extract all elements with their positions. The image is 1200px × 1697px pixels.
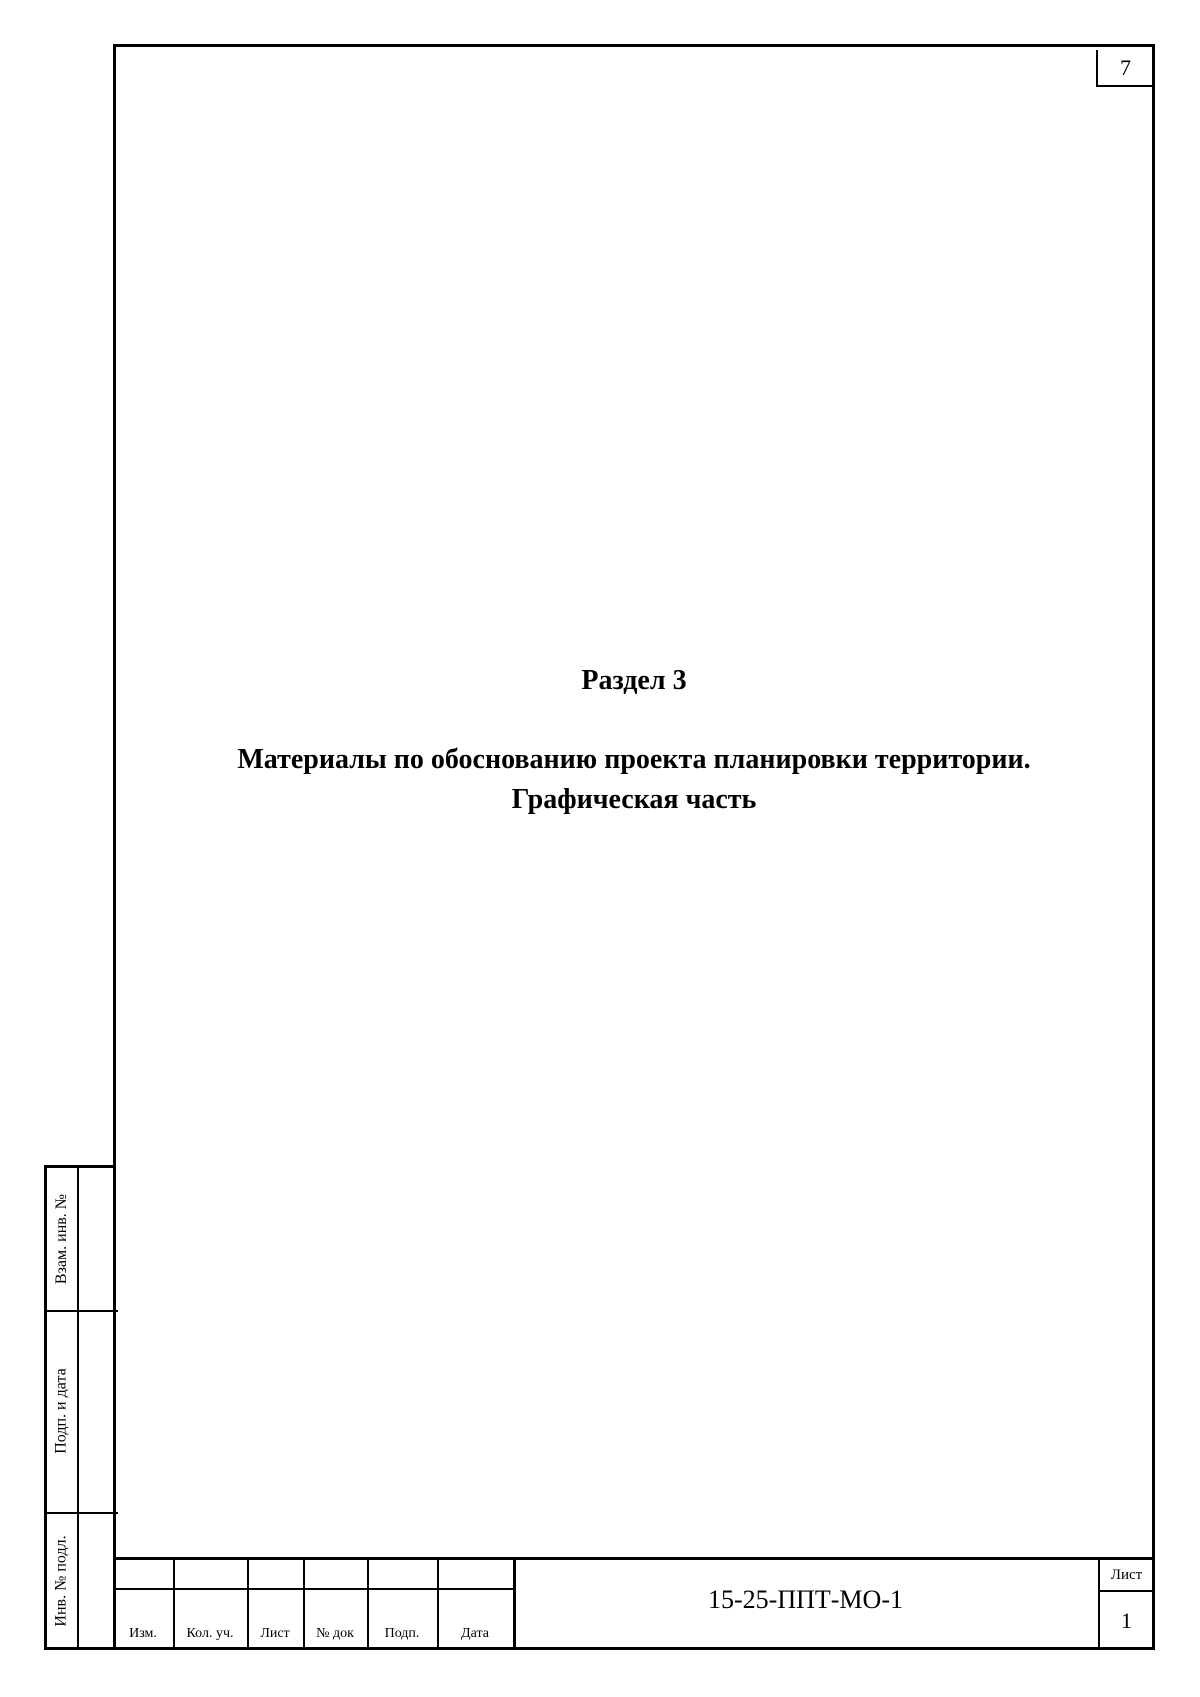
sheet-label: Лист <box>1110 1566 1143 1583</box>
col-date-label: Дата <box>461 1626 489 1641</box>
replacement-inventory-label: Взам. инв. № <box>53 1193 71 1285</box>
col-qty-label: Кол. уч. <box>186 1626 234 1641</box>
signature-date-label: Подп. и дата <box>53 1368 71 1454</box>
col-sheet-label: Лист <box>260 1626 290 1641</box>
title-block-stamp <box>113 1557 1155 1650</box>
col-signature-label: Подп. <box>384 1626 420 1641</box>
section-heading: Раздел 3 <box>581 665 687 696</box>
document-code: 15-25-ППТ-МО-1 <box>708 1584 903 1614</box>
drawing-frame <box>113 44 1155 1650</box>
page-number: 7 <box>1096 50 1153 87</box>
side-strip-divider <box>77 1168 79 1647</box>
section-title <box>113 740 1155 820</box>
col-change-label: Изм. <box>129 1626 157 1641</box>
col-doc-label: № док <box>316 1626 354 1641</box>
side-strip <box>44 1165 115 1650</box>
section-title-line-2: Графическая часть <box>511 784 757 815</box>
original-inventory-label: Инв. № подл. <box>53 1535 71 1627</box>
section-title-line-1: Материалы по обоснованию проекта планировки территории. <box>237 744 1031 775</box>
sheet-number: 1 <box>1121 1608 1132 1633</box>
